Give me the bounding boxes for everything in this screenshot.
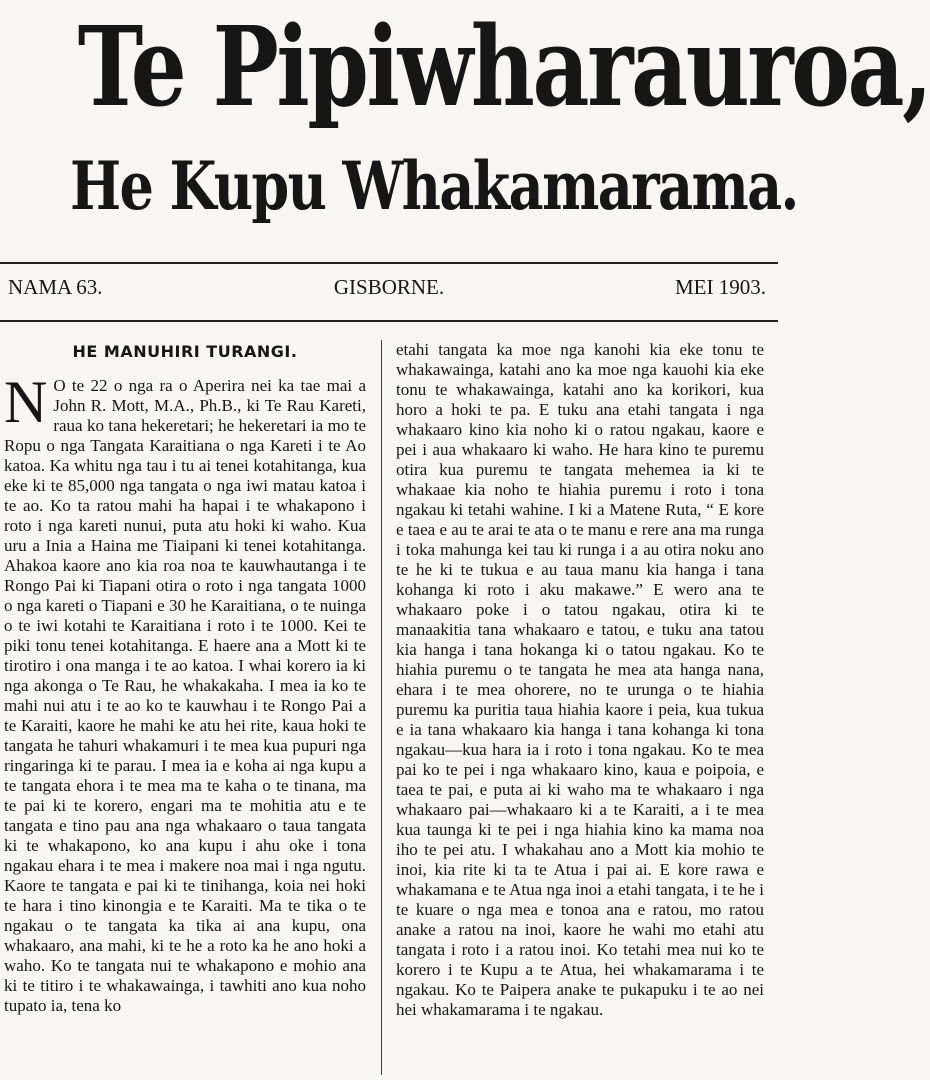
drop-cap: N [4, 369, 48, 435]
dateline [0, 275, 778, 305]
article-text-right: etahi tangata ka moe nga kanohi kia eke tonu te whakawainga, katahi ano ka moe nga kauohi kia eke tonu te whakawainga, katahi ano ka korikori, kua horo a hoki te pa. E tuku ana etahi tangata i nga whakaaro kino kia noho ki o ratou ngakau, kaore e pei i aua whakaaro ki waho. He hara kino te puremu otira kua puremu te tangata mehemea ia ki te whakaae kia noho te hiahia puremu i roto i tona ngakau ki tetahi wahine. I ki a Matene Ruta, “ E kore e taea e au te arai te ata o te manu e rere ana ma runga i toka mahunga kei tau ki runga i a au otira noku ano te he ki te tukua e au taua manu kia hanga i tana kohanga ki roto i aku makawe.” E wero ana te whakaaro poke i o tatou ngakau, otira ki te manaakitia tana whakaaro e tatou, e tuku ana tatou kia hanga i tana hokanga ki o tatou ngakau. Ko te hiahia puremu o te tangata he mea ata hanga nana, ehara i te mea ohorere, no te urunga o te hiahia puremu ka puritia taua hiahia kaore i peia, kua tukua e ia tana whakaaro kia hanga i tana kohanga ki tona ngakau—kua hara ia i roto i tona ngakau. Ko te mea pai ko te pei i nga whakaaro kino, kaua e poipoia, e taea te pai, e puta ai ki waho ma te whakaaro i nga whakaaro pai—whakaaro ki a te Karaiti, a i te mea kua taunga ki te pei i nga hiahia kino ka mama noa iho te pei atu. I whakahau ano a Mott kia mohio te inoi, kia rite ki ta te Atua i pai ai. E kore rawa e whakamana e te Atua nga inoi a etahi tangata, i te he i te kuare o nga mea e tonoa ana e ratou, mo ratou anake a ratou na inoi, kaore he wahi mo etahi atu tangata i roto i a ratou inoi. Ko tetahi mea nui ko te korero i te Kupu a te Atua, hei whakamarama i te ngakau. Ko te Paipera anake te pukapuku i te ao nei hei whakamarama i te ngakau. [396, 340, 764, 1019]
article-body-right [396, 340, 764, 1020]
article-heading: HE MANUHIRI TURANGI. [72, 342, 298, 361]
issue-number: NAMA 63. [8, 275, 103, 299]
article-body-left [4, 369, 366, 1016]
place-name: GISBORNE. [333, 275, 445, 299]
bottom-rule [0, 320, 778, 322]
column-divider [381, 340, 382, 1075]
newspaper-subtitle: He Kupu Whakamarama. [70, 147, 798, 225]
issue-date: MEI 1903. [675, 275, 766, 299]
top-rule [0, 262, 778, 264]
right-column [396, 340, 764, 1075]
article-text-left: O te 22 o nga ra o Aperira nei ka tae mai a John R. Mott, M.A., Ph.B., ki Te Rau Kareti, raua ko tana hekeretari; he hekeretari ia mo te Ropu o nga Tangata Karaitiana o nga Kareti i te Ao katoa. Ka whitu nga tau i tu ai tenei kotahitanga, kua eke ki te 85,000 nga tangata o nga iwi matau katoa i te ao. Ko ta ratou mahi ha hapai i te whakapono i roto i nga kareti nunui, puta atu hoki ki waho. Kua uru a Inia a Haina me Tiaipani ki tenei kotahitanga. Ahakoa kaore ano kia roa noa te kauwhautanga i te Rongo Pai ki Tiapani otira o roto i nga tangata 1000 o nga kareti o Tiapani e 30 he Karaitiana, o te nuinga o te iwi kotahi te Karaitiana i roto i te 1000. Kei te piki tonu tenei kotahitanga. E haere ana a Mott ki te tirotiro i ona manga i te ao katoa. I whai korero ia ki nga akonga o Te Rau, he whakakaha. I mea ia ko te mahi nui atu i te ao ko te kauwhau i te Rongo Pai a te Karaiti, kaore he mahi ke atu hei rite, kaua hoki te tangata he tahuri whakamuri i te mea kua pupuri nga ringaringa ki te parau. I mea ia e koha ai nga kupu a te tangata ehora i te mea ma te kaha o te tinana, ma te pai ki te korero, engari ma te mohitia atu e te tangata e tino pau ana nga whakaaro o taua tangata ki te whakapono, ko ana kupu i ahu oke i tona ngakau ehara i te mea i makere noa mai i nga ngutu. Kaore te tangata e pai ki te tinihanga, koia nei hoki te hara i tino kinongia e te Karaiti. Ma te tika o te ngakau o te tangata ka tika ai ana kupu, ona whakaaro, ana mahi, ki te he a roto ka he ano hoki a waho. Ko te tangata nui te whakapono e mohio ana ki te titiro i te whakawainga, i tawhiti ano kua noho tupato ia, tena ko [4, 376, 366, 1015]
left-column [4, 340, 366, 1075]
newspaper-title: Te Pipiwharauroa, [77, 2, 930, 131]
masthead [0, 0, 930, 250]
